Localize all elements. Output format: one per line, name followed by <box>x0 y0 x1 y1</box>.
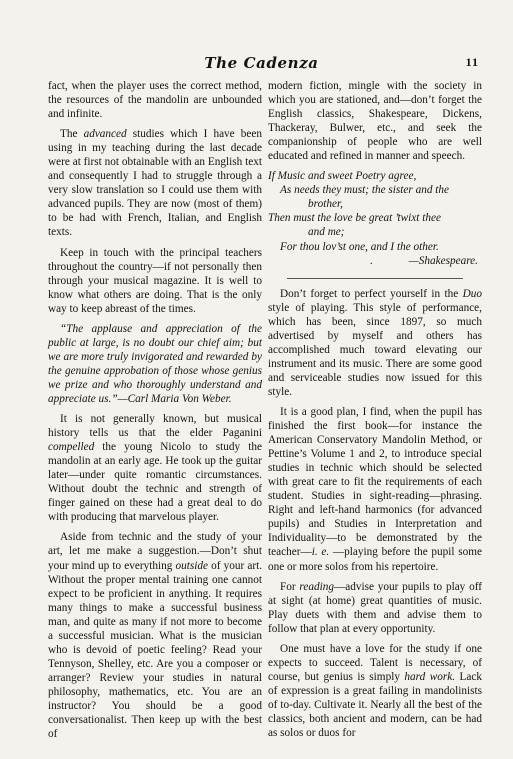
shakespeare-poem <box>268 169 482 267</box>
poem-line: If Music and sweet Poetry agree, <box>268 170 417 183</box>
poem-line: As needs they must; the sister and the <box>280 184 450 197</box>
paragraph: One must have a love for the study if one expects to succeed. Talent is necessary, of course, but genius is simply hard work. Lack of expression is a great failing in mandolinists of to-day. Cultivate it. Nearly all the best of the classics, both ancient and modern, can be had as solos or duos for <box>268 642 483 740</box>
masthead-title: The Cadenza <box>204 54 319 72</box>
poem-line: and me; <box>308 226 345 239</box>
paragraph: fact, when the player uses the correct method, the resources of the mandolin are unbounded and infinite. <box>48 80 262 121</box>
left-column <box>48 79 262 747</box>
paragraph: modern fiction, mingle with the society in which you are stationed, and—don’t forget the English classics, Shakespeare, Dickens, Thackeray, Bulwer, etc., and seek the companionship of people who are well educated and refined in manner and speech. <box>268 80 482 163</box>
poem-line: For thou lov’st one, and I the other. <box>280 240 439 253</box>
divider <box>287 278 463 279</box>
paragraph: Keep in touch with the principal teachers throughout the country—if not personally then through your musical magazine. It is well to know what others are doing. That is the only way to keep abreast of the times. <box>48 246 262 315</box>
page-header <box>44 54 479 76</box>
paragraph: It is a good plan, I find, when the pupil has finished the first book—for instance the American Conservatory Mandolin Method, or Pettine’s Volume 1 and 2, to introduce special studies in technic which should be selected with great care to fit the requirements of each student. Studies in sight-reading—phrasing. Right and left-hand harmonics (for advanced pupils) and Studies in Interpretation and Individuality—to be demonstrated by the teacher—i. e. —playing before the pupil some one or more solos from his repertoire. <box>268 405 483 573</box>
poem-line: brother, <box>308 198 343 211</box>
poem-attribution: . —Shakespeare. <box>369 254 478 267</box>
paragraph: Don’t forget to perfect yourself in the Duo style of playing. This style of performance, which has been, since 1897, so much advertised by myself and others has accomplished much toward elevating our instrument and its music. There are some good and serviceable studies now issued for this style. <box>268 287 482 398</box>
weber-quote: “The applause and appreciation of the public at large, is no doubt our chief aim; but we are more truly invigorated and rewarded by the genuine approbation of those whose genius we prize and who thoroughly understand and appreciate us.”—Carl Maria Von Weber. <box>48 322 262 405</box>
poem-line: Then must the love be great ’twixt thee <box>268 212 441 225</box>
right-column <box>268 79 482 746</box>
page-number: 11 <box>465 55 479 69</box>
paragraph: It is not generally known, but musical history tells us that the elder Paganini compelled the young Nicolo to study the mandolin at an early age. He took up the guitar later—under quite romantic circumstances. Without doubt the technic and strength of finger gained on these had a great deal to do with producing that marvelous player. <box>48 413 262 524</box>
paragraph: For reading—advise your pupils to play off at sight (at home) great quantities of music. Play duets with them and advise them to follow that plan at every opportunity. <box>268 580 482 635</box>
paragraph: Aside from technic and the study of your art, let me make a suggestion.—Don’t shut your mind up to everything outside of your art. Without the proper mental training one cannot expect to be proficient in anything. It requires many things to make a successful business man, and quite as many if not more to become a successful musician. What is the musician who is devoid of poetic feeling? Read your Tennyson, Shelley, etc. Are you a composer or arranger? Review your studies in natural philosophy, mathematics, etc. You are an instructor? You should be a good conversationalist. Then keep up with the best of <box>48 531 263 741</box>
paragraph: The advanced studies which I have been using in my teaching during the last decade were at first not obtainable with an English text and consequently I had to struggle through a very slow translation so I could use them with advanced pupils. They are now (most of them) to be had with French, Italian, and English texts. <box>48 128 262 239</box>
